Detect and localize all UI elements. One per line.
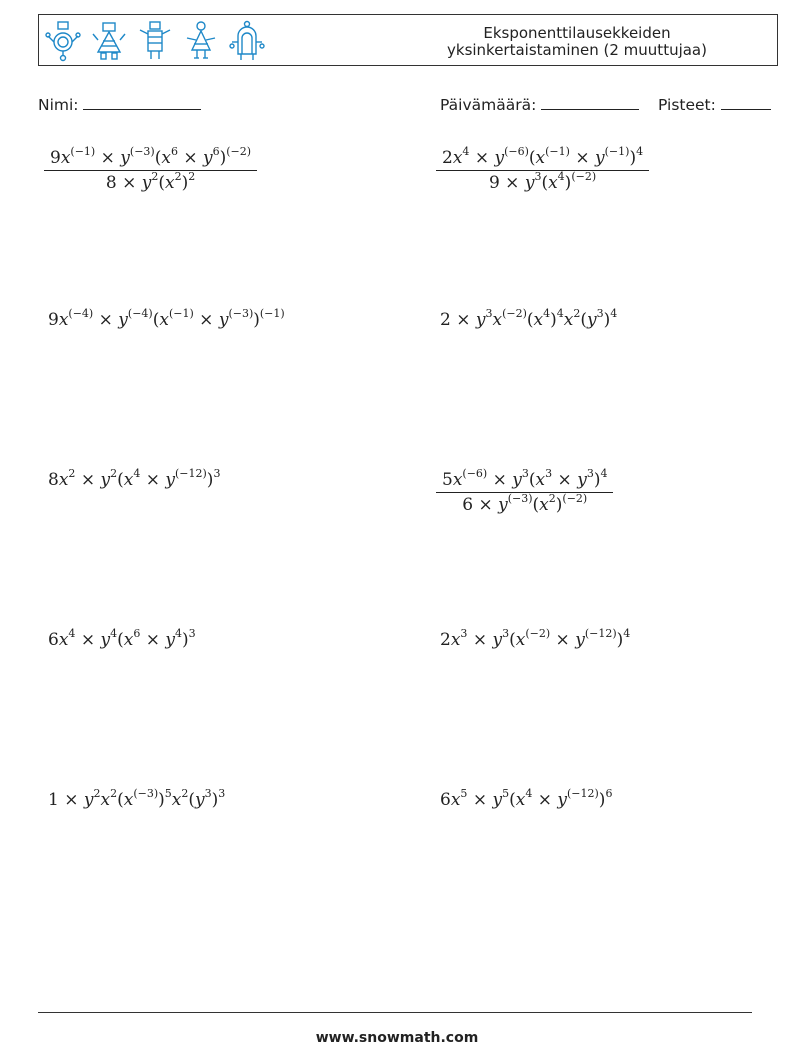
problem-10: $6x^5 \times y^5(x^4 \times y^{(-12)})^6$: [440, 787, 613, 810]
date-field: [440, 94, 639, 114]
robot-cone-icon: [183, 20, 219, 62]
name-blank[interactable]: [83, 94, 201, 110]
problem-3: $9x^{(-4)} \times y^{(-4)}(x^{(-1)} \times y^{(-3)})^{(-1)}$: [48, 307, 285, 330]
name-field: [38, 94, 201, 114]
date-blank[interactable]: [541, 94, 639, 110]
robot-icons: [45, 20, 265, 62]
problem-9: $1 \times y^2x^2(x^{(-3)})^5x^2(y^3)^3$: [48, 787, 226, 810]
date-label: Päivämäärä:: [440, 96, 537, 114]
score-blank[interactable]: [721, 94, 771, 110]
footer-divider: [38, 1012, 752, 1013]
score-field: [658, 94, 771, 114]
problem-8: $2x^3 \times y^3(x^{(-2)} \times y^{(-12)})^4$: [440, 627, 631, 650]
robot-round-icon: [45, 20, 81, 62]
score-label: Pisteet:: [658, 96, 716, 114]
worksheet-title: Eksponenttilausekkeiden yksinkertaistaminen (2 muuttujaa): [447, 24, 707, 59]
robot-arch-icon: [229, 20, 265, 62]
problem-7: $6x^4 \times y^4(x^6 \times y^4)^3$: [48, 627, 196, 650]
problem-4: $2 \times y^3x^{(-2)}(x^4)^4x^2(y^3)^4$: [440, 307, 618, 330]
problem-5: $8x^2 \times y^2(x^4 \times y^{(-12)})^3$: [48, 467, 221, 490]
name-label: Nimi:: [38, 96, 79, 114]
robot-triangle-icon: [91, 20, 127, 62]
problem-2: $\frac{2x^4 \times y^{(-6)}(x^{(-1)} \times y^{(-1)})^4}{9 \times y^3(x^4)^{(-2)}}$: [436, 148, 649, 193]
robot-box-icon: [137, 20, 173, 62]
problem-1: $\frac{9x^{(-1)} \times y^{(-3)}(x^6 \times y^6)^{(-2)}}{8 \times y^2(x^2)^2}$: [44, 148, 257, 193]
footer-url[interactable]: www.snowmath.com: [315, 1030, 479, 1046]
problem-6: $\frac{5x^{(-6)} \times y^3(x^3 \times y^3)^4}{6 \times y^{(-3)}(x^2)^{(-2)}}$: [436, 470, 613, 515]
worksheet-header: [38, 14, 778, 66]
